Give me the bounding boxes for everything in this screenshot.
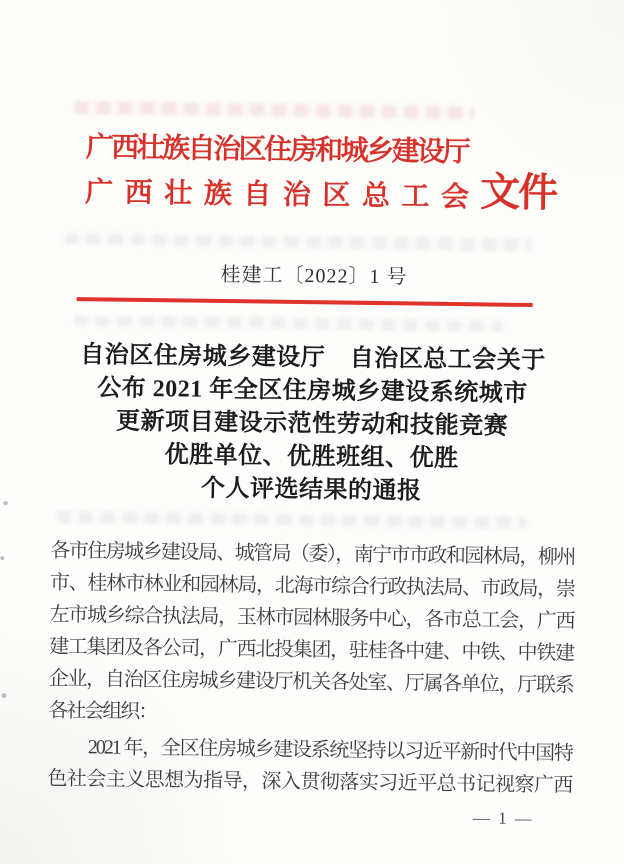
bleedthrough-smudge [57,511,527,529]
body-line: 企业，自治区住房城乡建设厅机关各处室、厅属各单位，厅联系 [48,667,573,697]
scan-speck [0,556,4,560]
agency-name-line-2: 广西壮族自治区总工会 [84,177,470,214]
red-separator-line [77,297,533,307]
agency-name-line-1: 广西壮族自治区住房和城乡建设厅 [85,132,469,169]
bleedthrough-smudge [73,315,503,332]
doc-title [0,338,624,511]
title-line: 优胜单位、优胜班组、优胜 [164,442,459,473]
body-line: 各市住房城乡建设局、城管局（委），南宁市市政和园林局，柳州 [50,539,575,569]
bleedthrough-smudge [64,233,532,251]
letterhead [85,133,470,213]
title-line: 自治区住房城乡建设厅 自治区总工会关于 [80,342,546,375]
title-line: 个人评选结果的通报 [200,475,422,505]
page-number: — 1 — [472,808,535,829]
doc-type-label: 文件 [479,169,557,216]
title-line: 公布 2021 年全区住房城乡建设系统城市 [97,375,528,407]
body-line: 色社会主义思想为指导，深入贯彻落实习近平总书记视察广西 [47,767,572,797]
body-line: 2021 年，全区住房城乡建设系统坚持以习近平新时代中国特 [87,736,572,765]
body-line: 各社会组织： [48,699,157,724]
body-line: 市、桂林市林业和园林局，北海市综合行政执法局、市政局，崇 [49,571,575,601]
scan-speck [1,693,6,698]
body-line: 左市城乡综合执法局，玉林市园林服务中心，各市总工会，广西 [49,603,574,633]
doc-number: 桂建工〔2022〕1 号 [220,263,408,289]
doc-body [47,535,574,802]
title-line: 更新项目建设示范性劳动和技能竞赛 [115,408,509,440]
body-line: 建工集团及各公司，广西北投集团，驻桂各中建、中铁、中铁建 [48,635,574,665]
bleedthrough-smudge [74,101,474,119]
